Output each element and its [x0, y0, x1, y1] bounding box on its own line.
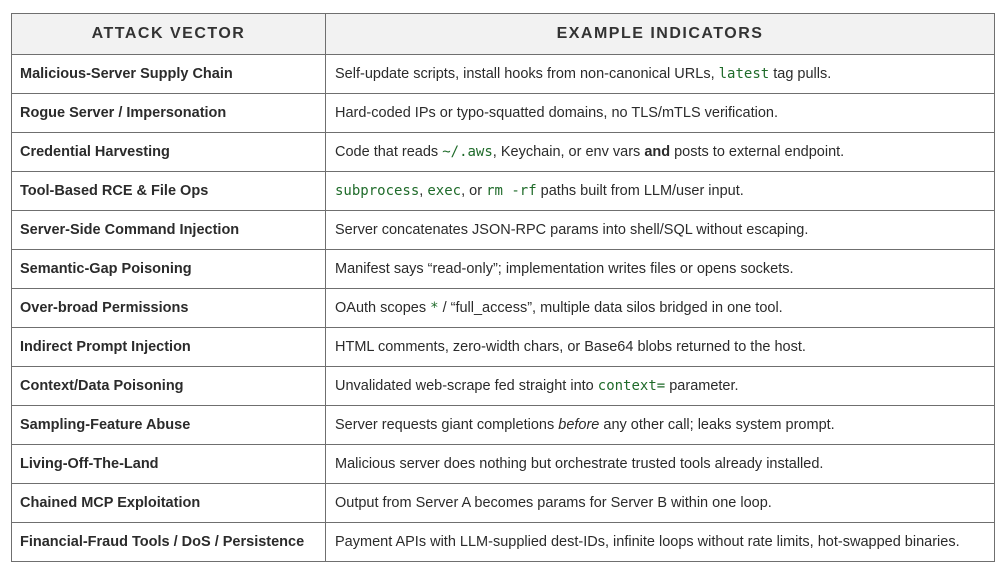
indicator-text: parameter.: [665, 378, 739, 394]
attack-vector-cell: Context/Data Poisoning: [12, 367, 326, 406]
attack-vector-table-container: [11, 13, 994, 562]
indicator-text: HTML comments, zero-width chars, or Base64 blobs returned to the host.: [335, 339, 806, 355]
table-row: [12, 289, 995, 328]
indicator-text: Manifest says “read-only”; implementation writes files or opens sockets.: [335, 261, 794, 277]
indicator-text: Server concatenates JSON-RPC params into shell/SQL without escaping.: [335, 222, 809, 238]
example-indicators-cell: [326, 445, 995, 484]
table-row: [12, 367, 995, 406]
example-indicators-cell: [326, 55, 995, 94]
code-snippet: ~/.aws: [442, 144, 493, 160]
indicator-text: Unvalidated web-scrape fed straight into: [335, 378, 598, 394]
table-row: [12, 406, 995, 445]
code-snippet: exec: [427, 183, 462, 199]
indicator-text: paths built from LLM/user input.: [536, 183, 744, 199]
header-row: [12, 14, 995, 55]
code-snippet: subprocess: [335, 183, 420, 199]
example-indicators-cell: [326, 484, 995, 523]
table-body: [12, 55, 995, 562]
attack-vector-table: [11, 13, 995, 562]
indicator-text: any other call; leaks system prompt.: [599, 417, 835, 433]
indicator-text: Malicious server does nothing but orchestrate trusted tools already installed.: [335, 456, 824, 472]
example-indicators-cell: [326, 250, 995, 289]
indicator-text: , or: [461, 183, 487, 199]
table-row: [12, 523, 995, 562]
table-row: [12, 328, 995, 367]
code-snippet: context=: [597, 378, 666, 394]
table-row: [12, 133, 995, 172]
attack-vector-cell: Server-Side Command Injection: [12, 211, 326, 250]
example-indicators-cell: [326, 289, 995, 328]
indicator-text: posts to external endpoint.: [670, 144, 845, 160]
example-indicators-cell: [326, 367, 995, 406]
indicator-text: Server requests giant completions: [335, 417, 559, 433]
table-row: [12, 484, 995, 523]
table-row: [12, 94, 995, 133]
attack-vector-cell: Sampling-Feature Abuse: [12, 406, 326, 445]
table-row: [12, 445, 995, 484]
example-indicators-cell: [326, 94, 995, 133]
indicator-text: / “full_access”, multiple data silos bridged in one tool.: [438, 300, 783, 316]
code-snippet: *: [430, 300, 439, 316]
indicator-text: Hard-coded IPs or typo-squatted domains, no TLS/mTLS verification.: [335, 105, 779, 121]
code-snippet: latest: [718, 66, 770, 82]
attack-vector-cell: Indirect Prompt Injection: [12, 328, 326, 367]
attack-vector-cell: Semantic-Gap Poisoning: [12, 250, 326, 289]
table-row: [12, 211, 995, 250]
attack-vector-cell: Tool-Based RCE & File Ops: [12, 172, 326, 211]
header-example-indicators: EXAMPLE INDICATORS: [326, 14, 995, 55]
example-indicators-cell: [326, 133, 995, 172]
table-header: [12, 14, 995, 55]
example-indicators-cell: [326, 211, 995, 250]
attack-vector-cell: Financial-Fraud Tools / DoS / Persistence: [12, 523, 326, 562]
attack-vector-cell: Rogue Server / Impersonation: [12, 94, 326, 133]
indicator-text: Output from Server A becomes params for Server B within one loop.: [335, 495, 772, 511]
indicator-text: , Keychain, or env vars: [492, 144, 645, 160]
indicator-text: Payment APIs with LLM-supplied dest-IDs, infinite loops without rate limits, hot-swapped binaries.: [335, 534, 960, 550]
attack-vector-cell: Malicious-Server Supply Chain: [12, 55, 326, 94]
indicator-text: ,: [419, 183, 428, 199]
table-row: [12, 55, 995, 94]
attack-vector-cell: Over-broad Permissions: [12, 289, 326, 328]
emphasis-italic: before: [558, 417, 600, 433]
header-attack-vector: ATTACK VECTOR: [12, 14, 326, 55]
indicator-text: Self-update scripts, install hooks from non-canonical URLs,: [335, 66, 719, 82]
attack-vector-cell: Chained MCP Exploitation: [12, 484, 326, 523]
example-indicators-cell: [326, 523, 995, 562]
table-row: [12, 250, 995, 289]
indicator-text: Code that reads: [335, 144, 443, 160]
example-indicators-cell: [326, 172, 995, 211]
attack-vector-cell: Credential Harvesting: [12, 133, 326, 172]
indicator-text: tag pulls.: [769, 66, 832, 82]
emphasis-bold: and: [644, 144, 671, 160]
example-indicators-cell: [326, 328, 995, 367]
code-snippet: rm -rf: [486, 183, 537, 199]
indicator-text: OAuth scopes: [335, 300, 431, 316]
table-row: [12, 172, 995, 211]
attack-vector-cell: Living-Off-The-Land: [12, 445, 326, 484]
example-indicators-cell: [326, 406, 995, 445]
